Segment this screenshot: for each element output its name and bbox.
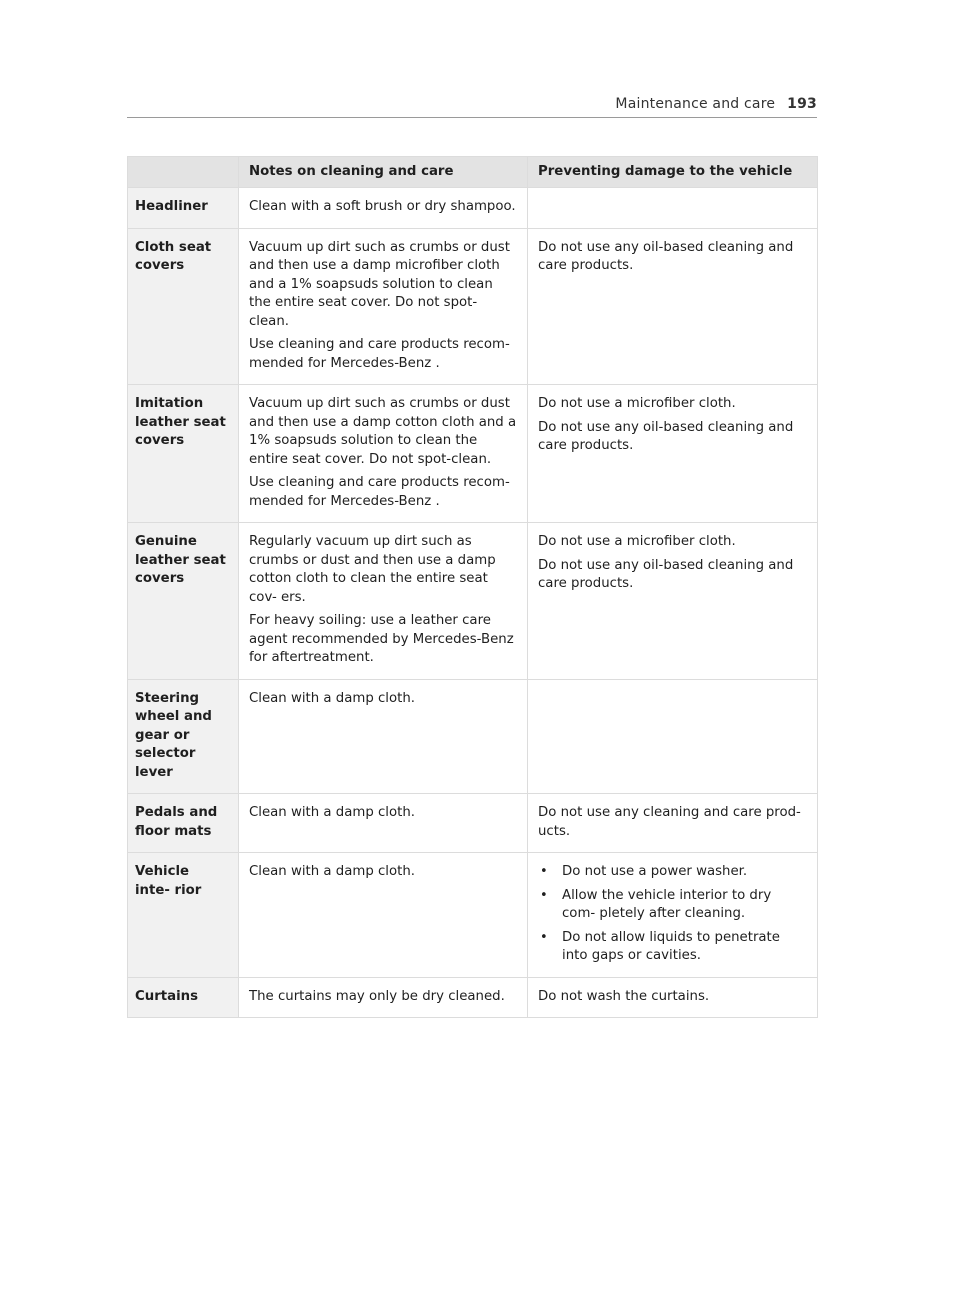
notes-cell bbox=[239, 679, 528, 794]
note-text: Clean with a soft brush or dry shampoo. bbox=[249, 199, 516, 214]
table-header-row bbox=[128, 157, 818, 188]
table-row bbox=[128, 977, 818, 1018]
bullet-icon: • bbox=[540, 887, 548, 903]
notes-cell bbox=[239, 853, 528, 978]
prevent-cell bbox=[528, 523, 818, 680]
prevent-text: Do not use any oil-based cleaning and care products. bbox=[538, 557, 794, 591]
section-title: Maintenance and care bbox=[615, 96, 776, 112]
header-divider bbox=[127, 117, 817, 118]
note-text: Regularly vacuum up dirt such as crumbs or dust and then use a damp cotton cloth to clean the entire seat cov- ers. bbox=[249, 534, 496, 605]
table-row bbox=[128, 794, 818, 853]
list-item bbox=[538, 887, 807, 924]
table-row bbox=[128, 385, 818, 523]
prevent-text: Do not use any oil-based cleaning and care products. bbox=[538, 419, 794, 453]
row-label: Cloth seat covers bbox=[128, 228, 239, 385]
prevent-cell bbox=[528, 853, 818, 978]
prevent-cell bbox=[528, 385, 818, 523]
prevent-cell bbox=[528, 794, 818, 853]
row-label: Pedals and floor mats bbox=[128, 794, 239, 853]
row-label: Vehicle inte- rior bbox=[128, 853, 239, 978]
page-number: 193 bbox=[787, 96, 817, 112]
prevent-text: Do not wash the curtains. bbox=[538, 988, 710, 1004]
note-text: Clean with a damp cloth. bbox=[249, 805, 415, 820]
prevent-cell bbox=[528, 977, 818, 1018]
prevent-text: Do not use a microfiber cloth. bbox=[538, 534, 736, 549]
prevent-text: Do not use any oil-based cleaning and care products. bbox=[538, 239, 794, 273]
table-row bbox=[128, 853, 818, 978]
row-label: Imitation leather seat covers bbox=[128, 385, 239, 523]
notes-cell bbox=[239, 385, 528, 523]
note-text: Vacuum up dirt such as crumbs or dust and then use a damp microfiber cloth and a 1% soapsuds solution to clean the entire seat cover. Do not spot-clean. bbox=[249, 239, 510, 329]
prevent-text: Do not use any cleaning and care prod- ucts. bbox=[538, 805, 801, 839]
list-item bbox=[538, 929, 807, 966]
notes-cell bbox=[239, 977, 528, 1018]
notes-cell bbox=[239, 228, 528, 385]
note-text: For heavy soiling: use a leather care agent recommended by Mercedes-Benz for aftertreatment. bbox=[249, 613, 514, 665]
column-header-prevent: Preventing damage to the vehicle bbox=[528, 157, 818, 188]
table-row bbox=[128, 228, 818, 385]
column-header-item bbox=[128, 157, 239, 188]
prevent-text: Do not use a power washer. bbox=[562, 864, 748, 879]
notes-cell bbox=[239, 794, 528, 853]
note-text: Clean with a damp cloth. bbox=[249, 864, 415, 879]
prevent-cell bbox=[528, 679, 818, 794]
row-label: Curtains bbox=[128, 977, 239, 1018]
row-label: Headliner bbox=[128, 188, 239, 229]
column-header-notes: Notes on cleaning and care bbox=[239, 157, 528, 188]
bullet-icon: • bbox=[540, 864, 548, 879]
notes-cell bbox=[239, 188, 528, 229]
note-text: Use cleaning and care products recom- mended for Mercedes-Benz . bbox=[249, 475, 510, 509]
note-text: Clean with a damp cloth. bbox=[249, 690, 415, 706]
bullet-icon: • bbox=[540, 929, 548, 945]
prevent-cell bbox=[528, 188, 818, 229]
prevent-text: Allow the vehicle interior to dry com- pletely after cleaning. bbox=[562, 887, 772, 921]
row-label: Steering wheel and gear or selector lever bbox=[128, 679, 239, 794]
table-row bbox=[128, 679, 818, 794]
notes-cell bbox=[239, 523, 528, 680]
prevent-text: Do not use a microfiber cloth. bbox=[538, 396, 736, 411]
list-item bbox=[538, 863, 807, 882]
note-text: The curtains may only be dry cleaned. bbox=[249, 988, 505, 1004]
note-text: Use cleaning and care products recom- mended for Mercedes-Benz . bbox=[249, 337, 510, 371]
note-text: Vacuum up dirt such as crumbs or dust and then use a damp cotton cloth and a 1% soapsuds solution to clean the entire seat cover. Do not spot-clean. bbox=[249, 396, 517, 467]
prevent-cell bbox=[528, 228, 818, 385]
table-row bbox=[128, 523, 818, 680]
prevent-text: Do not allow liquids to penetrate into gaps or cavities. bbox=[562, 929, 780, 963]
table-row bbox=[128, 188, 818, 229]
cleaning-care-table bbox=[127, 156, 818, 1018]
page-header bbox=[615, 96, 817, 112]
row-label: Genuine leather seat covers bbox=[128, 523, 239, 680]
prevent-bullet-list bbox=[538, 863, 807, 966]
